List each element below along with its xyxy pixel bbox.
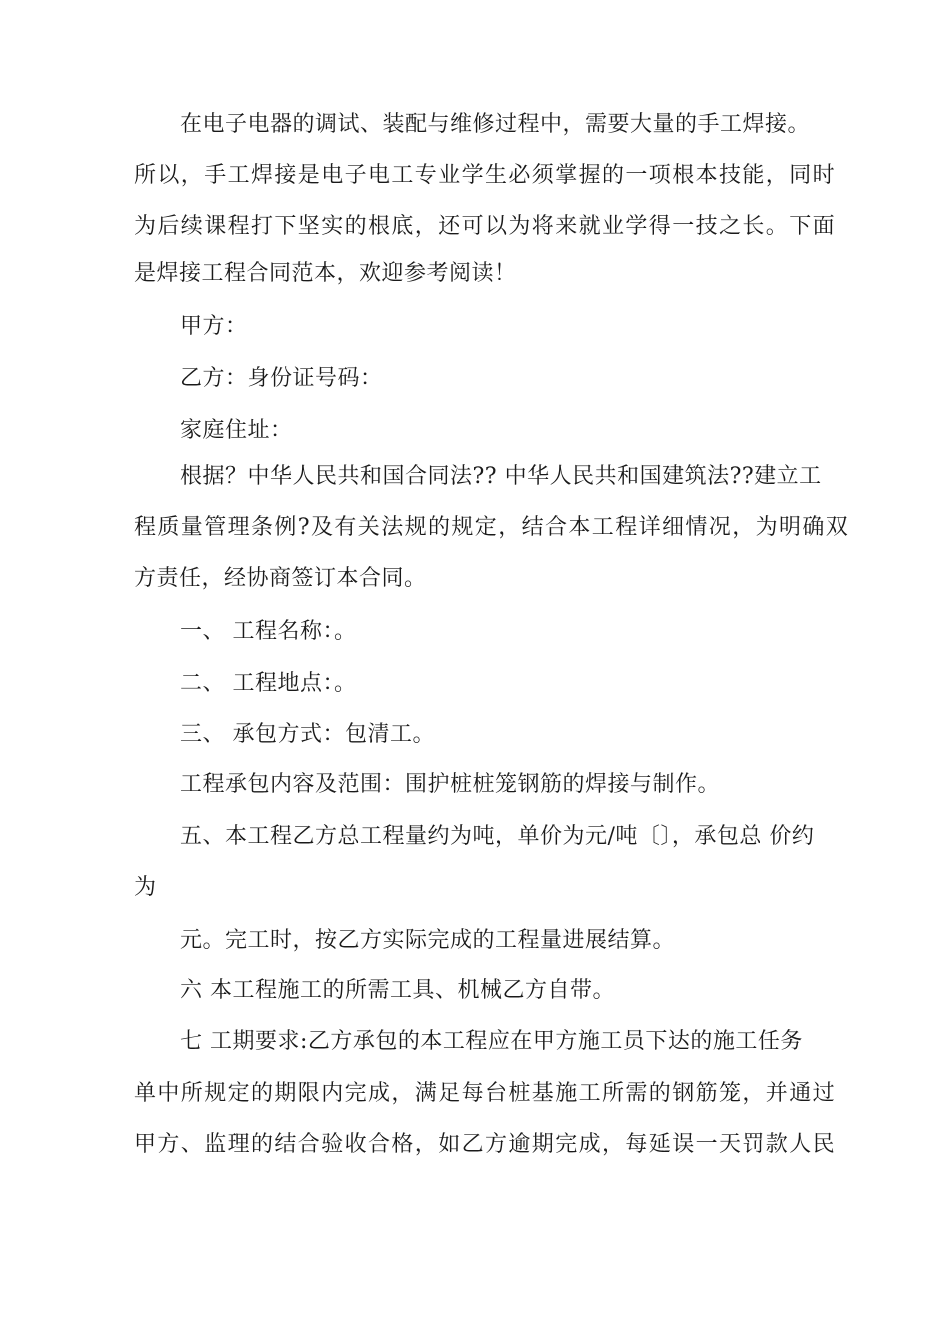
clause-3-contract-method: 三、 承包方式：包清工。 [180,722,435,747]
clause-5-line-2: 为 [134,875,157,900]
clause-7-line-1: 七 工期要求:乙方承包的本工程应在甲方施工员下达的施工任务 [180,1029,803,1054]
basis-line-3: 方责任，经协商签订本合同。 [134,566,427,591]
basis-line-1: 根据？中华人民共和国合同法?? 中华人民共和国建筑法??建立工 [180,464,822,489]
clause-5-line-1: 五、本工程乙方总工程量约为吨，单价为元/吨〔〕，承包总 价约 [180,824,815,849]
party-b-label: 乙方：身份证号码： [180,366,383,391]
clause-5-line-3: 元。完工时，按乙方实际完成的工程量进展结算。 [180,928,676,953]
clause-7-line-3: 甲方、监理的结合验收合格，如乙方逾期完成，每延误一天罚款人民 [134,1132,837,1157]
clause-7-line-2: 单中所规定的期限内完成，满足每台桩基施工所需的钢筋笼，并通过 [134,1081,837,1106]
basis-line-2: 程质量管理条例?及有关法规的规定，结合本工程详细情况，为明确双 [134,515,850,540]
address-label: 家庭住址： [180,418,293,443]
clause-1-project-name: 一、 工程名称：。 [180,619,357,644]
clause-2-project-location: 二、 工程地点：。 [180,671,357,696]
intro-line-2: 所以，手工焊接是电子电工专业学生必须掌握的一项根本技能，同时 [134,163,837,188]
scope-line: 工程承包内容及范围：围护桩桩笼钢筋的焊接与制作。 [180,772,721,797]
party-a-label: 甲方： [180,314,248,339]
intro-line-3: 为后续课程打下坚实的根底，还可以为将来就业学得一技之长。下面 [134,214,837,239]
clause-6-tools: 六 本工程施工的所需工具、机械乙方自带。 [180,978,615,1003]
intro-line-4: 是焊接工程合同范本，欢迎参考阅读！ [134,261,517,286]
intro-line-1: 在电子电器的调试、装配与维修过程中，需要大量的手工焊接。 [180,112,811,137]
